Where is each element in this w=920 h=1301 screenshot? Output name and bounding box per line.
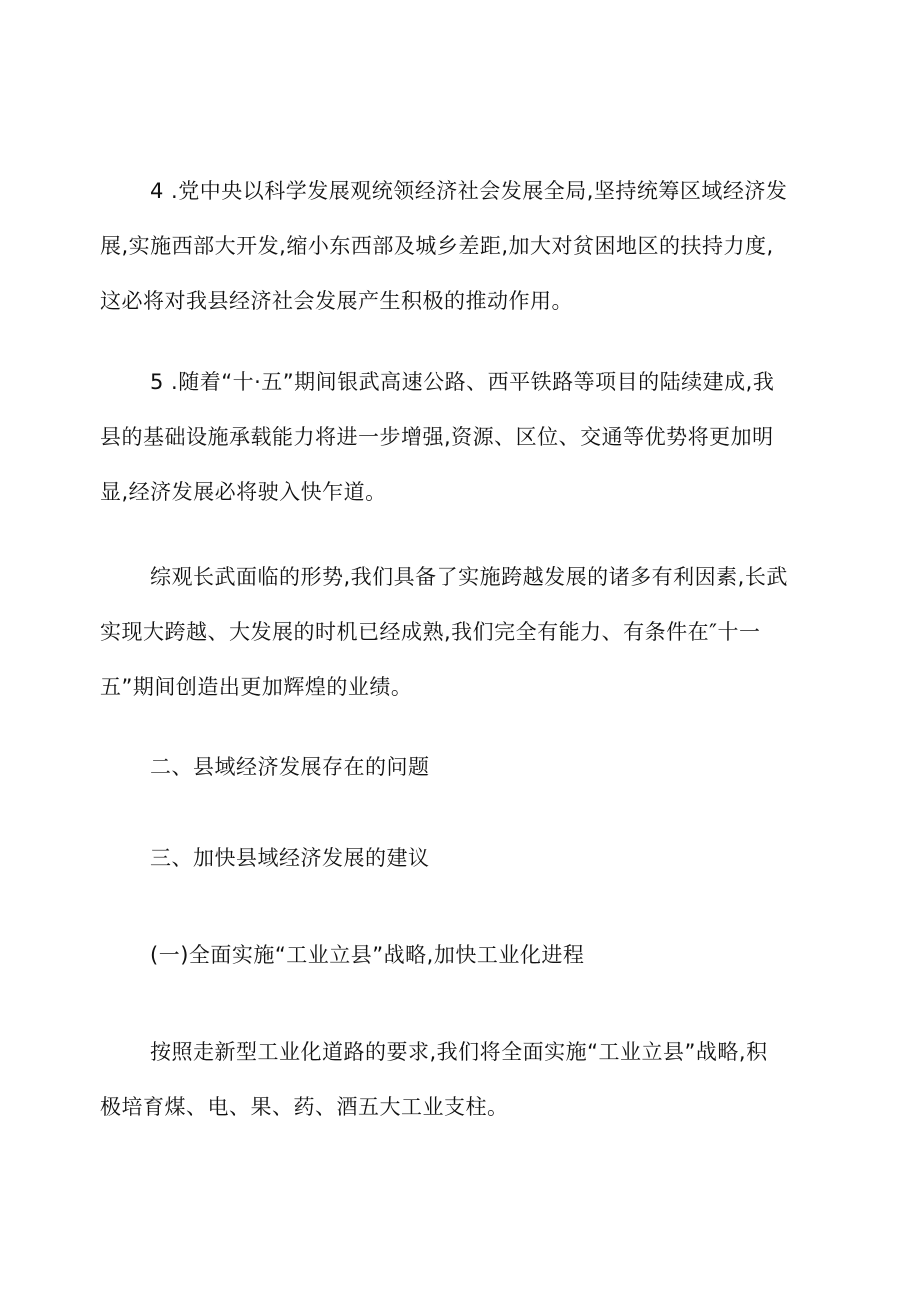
paragraph-line: 五”期间创造出更加辉煌的业绩。 [100, 675, 413, 699]
paragraph-line: 县的基础设施承载能力将进一步增强,资源、区位、交通等优势将更加明 [100, 425, 774, 449]
paragraph-line: 实现大跨越、大发展的时机已经成熟,我们完全有能力、有条件在″十一 [100, 620, 761, 644]
paragraph-line: 展,实施西部大开发,缩小东西部及城乡差距,加大对贫困地区的扶持力度, [100, 234, 774, 258]
section-heading-problems [100, 740, 820, 795]
paragraph-line: 4 .党中央以科学发展观统领经济社会发展全局,坚持统筹区域经济发 [150, 179, 788, 203]
heading-line: 二、县域经济发展存在的问题 [150, 755, 430, 779]
heading-line: (一)全面实施“工业立县”战略,加快工业化进程 [150, 943, 585, 967]
heading-line: 三、加快县域经济发展的建议 [150, 846, 430, 870]
paragraph-line: 显,经济发展必将驶入快乍道。 [100, 480, 387, 504]
paragraph-line: 5 .随着“十·五”期间银武高速公路、西平铁路等项目的陆续建成,我 [150, 370, 775, 394]
paragraph-line: 极培育煤、电、果、药、酒五大工业支柱。 [100, 1095, 509, 1119]
paragraph-line: 按照走新型工业化道路的要求,我们将全面实施“工业立县”战略,积 [150, 1040, 768, 1064]
paragraph-industry-strategy [100, 1025, 820, 1135]
paragraph-line: 这必将对我县经济社会发展产生积极的推动作用。 [100, 289, 573, 313]
paragraph-line: 综观长武面临的形势,我们具备了实施跨越发展的诸多有利因素,长武 [150, 565, 788, 589]
paragraph-point-4 [100, 164, 820, 329]
paragraph-summary [100, 550, 820, 715]
section-heading-suggestions [100, 831, 820, 886]
subsection-heading-industry [100, 928, 820, 983]
paragraph-point-5 [100, 355, 820, 520]
